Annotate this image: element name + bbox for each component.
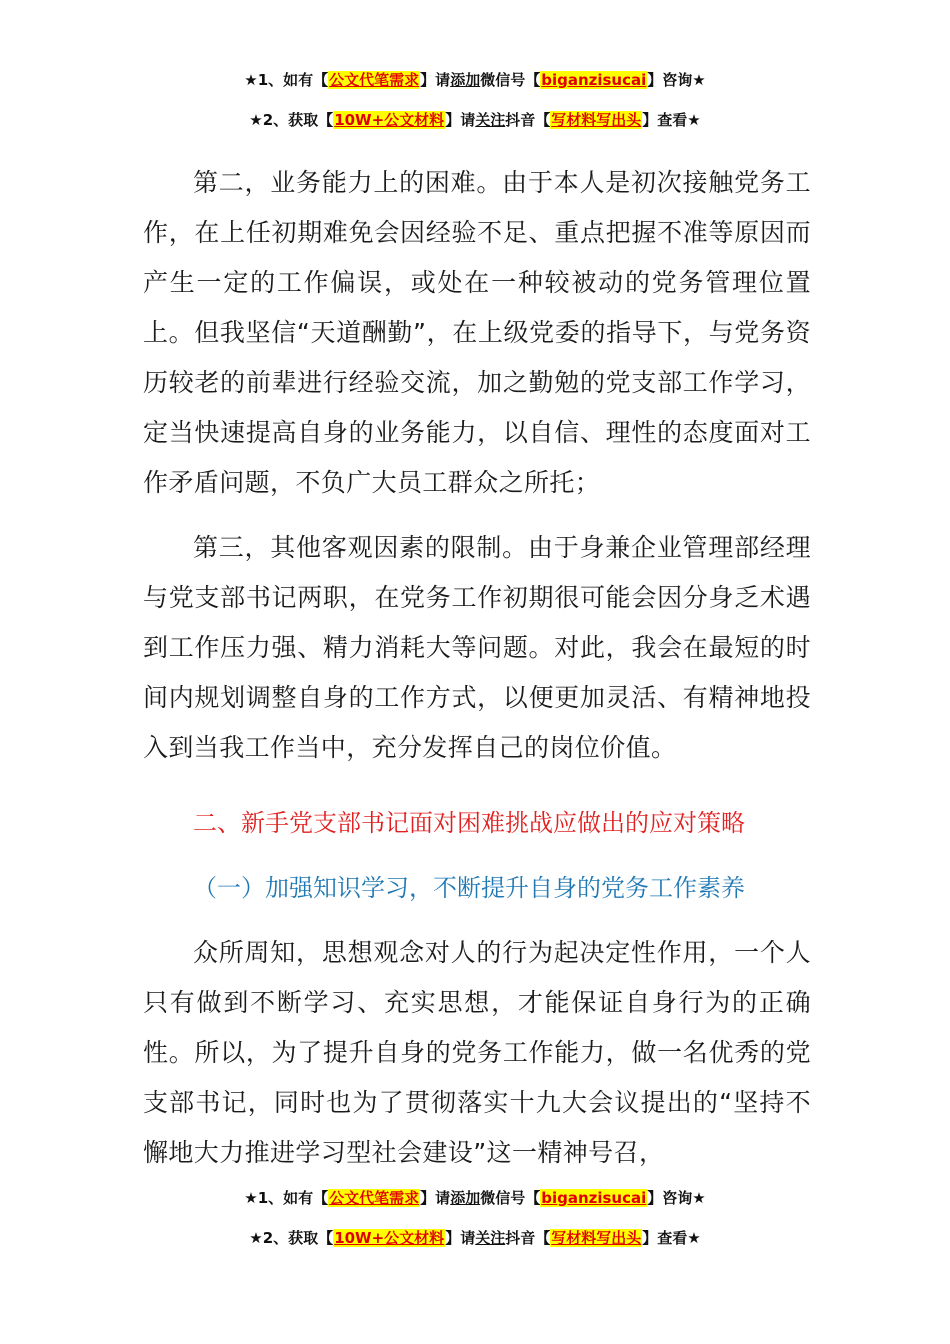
banner-text: 微信号【 [480, 1189, 541, 1207]
banner-text: 】咨询★ [647, 1189, 706, 1207]
banner-line-1 [0, 1178, 950, 1218]
banner-highlight: 公文代笔需求 [329, 71, 420, 89]
paragraph: 第三，其他客观因素的限制。由于身兼企业管理部经理与党支部书记两职，在党务工作初期很可能会因分身乏术遇到工作压力强、精力消耗大等问题。对此，我会在最短的时间内规划调整自身的工作方式，以便更加灵活、有精神地投入到当我工作当中，充分发挥自己的岗位价值。 [143, 533, 811, 762]
header-banner [0, 60, 950, 140]
banner-text: 抖音【 [505, 1229, 551, 1247]
subsection-heading: （一）加强知识学习，不断提升自身的党务工作素养 [193, 874, 745, 902]
paragraph: 众所周知，思想观念对人的行为起决定性作用，一个人只有做到不断学习、充实思想，才能保证自身行为的正确性。所以，为了提升自身的党务工作能力，做一名优秀的党支部书记，同时也为了贯彻落实十九大会议提出的“坚持不懈地大力推进学习型社会建设”这一精神号召， [143, 938, 811, 1167]
banner-text: 抖音【 [505, 111, 551, 129]
banner-text: 】查看★ [642, 1229, 701, 1247]
banner-text: 】咨询★ [647, 71, 706, 89]
banner-text: 】请 [420, 71, 451, 89]
banner-text: 微信号【 [480, 71, 541, 89]
banner-underline: 添加 [450, 71, 481, 89]
section-heading: 二、新手党支部书记面对困难挑战应做出的应对策略 [193, 809, 745, 837]
banner-text: 】请 [420, 1189, 451, 1207]
banner-line-1 [0, 60, 950, 100]
banner-text: ★1、如有【 [244, 71, 329, 89]
banner-highlight: 写材料写出头 [551, 111, 642, 129]
banner-text: 】请 [445, 1229, 476, 1247]
banner-highlight: biganzisucai [541, 71, 647, 89]
footer-banner [0, 1178, 950, 1258]
banner-underline: 添加 [450, 1189, 481, 1207]
banner-text: ★2、获取【 [249, 1229, 334, 1247]
banner-highlight: 写材料写出头 [551, 1229, 642, 1247]
banner-highlight: 10W+公文材料 [334, 1229, 445, 1247]
document-body [143, 158, 811, 1178]
banner-line-2 [0, 1218, 950, 1258]
banner-highlight: 10W+公文材料 [334, 111, 445, 129]
banner-highlight: biganzisucai [541, 1189, 647, 1207]
banner-text: 】查看★ [642, 111, 701, 129]
banner-underline: 关注 [475, 111, 506, 129]
banner-line-2 [0, 100, 950, 140]
banner-text: 】请 [445, 111, 476, 129]
paragraph: 第二，业务能力上的困难。由于本人是初次接触党务工作，在上任初期难免会因经验不足、重点把握不准等原因而产生一定的工作偏误，或处在一种较被动的党务管理位置上。但我坚信“天道酬勤”，在上级党委的指导下，与党务资历较老的前辈进行经验交流，加之勤勉的党支部工作学习，定当快速提高自身的业务能力，以自信、理性的态度面对工作矛盾问题，不负广大员工群众之所托； [143, 168, 811, 497]
banner-highlight: 公文代笔需求 [329, 1189, 420, 1207]
banner-text: ★1、如有【 [244, 1189, 329, 1207]
banner-underline: 关注 [475, 1229, 506, 1247]
banner-text: ★2、获取【 [249, 111, 334, 129]
